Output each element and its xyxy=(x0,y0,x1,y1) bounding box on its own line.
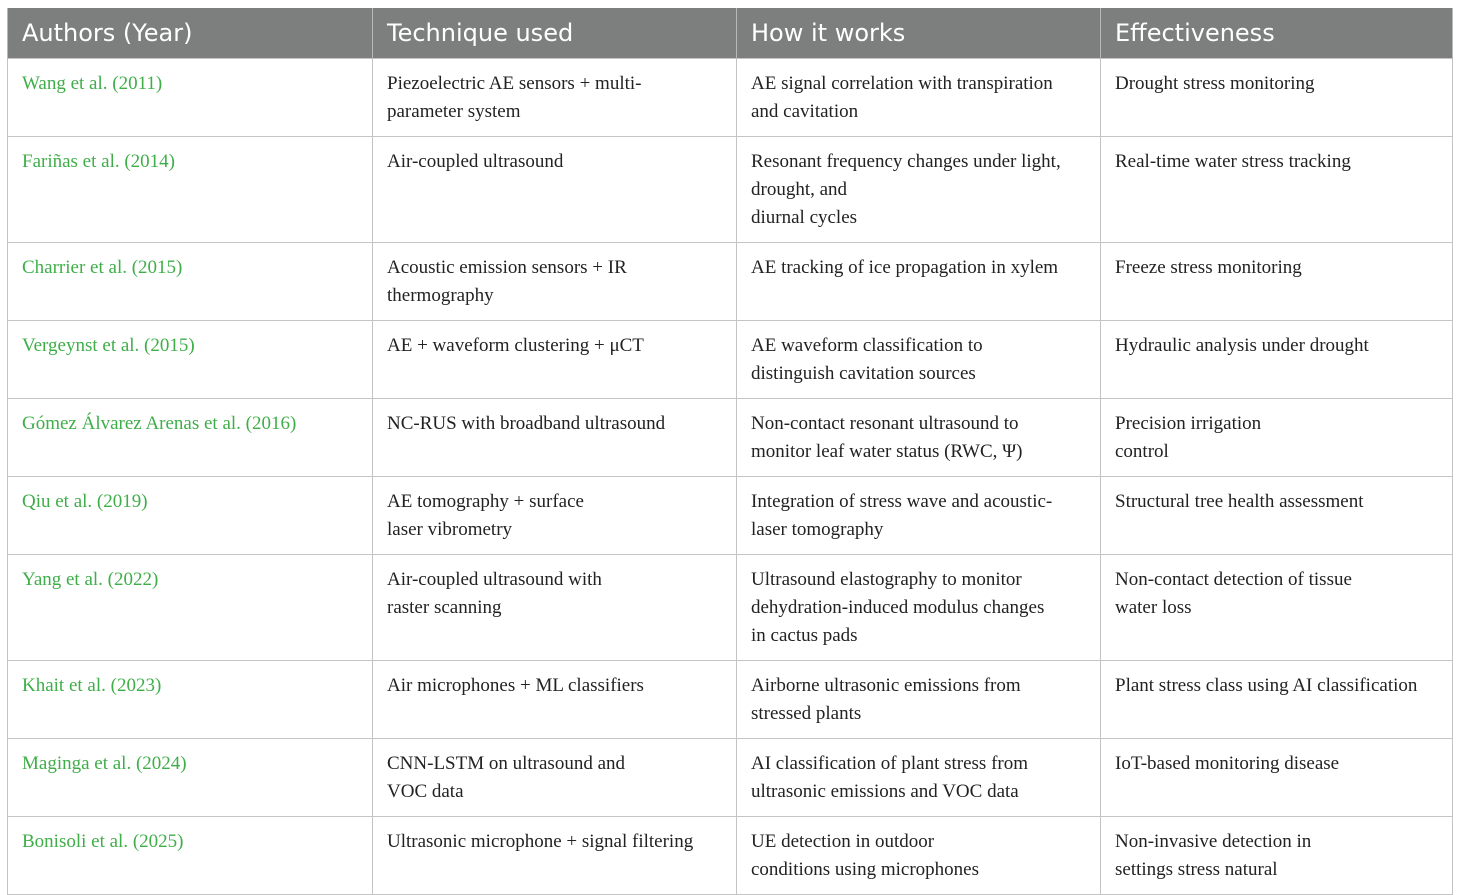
how-cell: AE waveform classification to distinguish cavitation sources xyxy=(737,321,1101,399)
literature-table xyxy=(7,8,1453,895)
table-row xyxy=(8,59,1453,137)
how-cell: Integration of stress wave and acoustic- laser tomography xyxy=(737,477,1101,555)
effectiveness-cell: Non-contact detection of tissue water loss xyxy=(1101,555,1453,661)
table-row xyxy=(8,477,1453,555)
table-row xyxy=(8,739,1453,817)
technique-cell: Piezoelectric AE sensors + multi- parameter system xyxy=(373,59,737,137)
effectiveness-cell: Real-time water stress tracking xyxy=(1101,137,1453,243)
effectiveness-cell: Freeze stress monitoring xyxy=(1101,243,1453,321)
effectiveness-cell: Structural tree health assessment xyxy=(1101,477,1453,555)
effectiveness-cell: Plant stress class using AI classification xyxy=(1101,661,1453,739)
technique-cell: Air-coupled ultrasound xyxy=(373,137,737,243)
table-row xyxy=(8,137,1453,243)
technique-cell: Air-coupled ultrasound with raster scanning xyxy=(373,555,737,661)
table-row xyxy=(8,243,1453,321)
how-cell: AI classification of plant stress from ultrasonic emissions and VOC data xyxy=(737,739,1101,817)
table-row xyxy=(8,321,1453,399)
author-cell[interactable]: Bonisoli et al. (2025) xyxy=(8,817,373,895)
how-cell: UE detection in outdoor conditions using microphones xyxy=(737,817,1101,895)
table-row xyxy=(8,817,1453,895)
table-header xyxy=(8,8,1453,59)
effectiveness-cell: Precision irrigation control xyxy=(1101,399,1453,477)
author-cell[interactable]: Vergeynst et al. (2015) xyxy=(8,321,373,399)
author-cell[interactable]: Khait et al. (2023) xyxy=(8,661,373,739)
header-technique: Technique used xyxy=(373,8,737,59)
how-cell: Resonant frequency changes under light, drought, and diurnal cycles xyxy=(737,137,1101,243)
author-cell[interactable]: Qiu et al. (2019) xyxy=(8,477,373,555)
table-row xyxy=(8,555,1453,661)
technique-cell: Ultrasonic microphone + signal filtering xyxy=(373,817,737,895)
header-authors: Authors (Year) xyxy=(8,8,373,59)
how-cell: AE signal correlation with transpiration and cavitation xyxy=(737,59,1101,137)
how-cell: Ultrasound elastography to monitor dehydration-induced modulus changes in cactus pads xyxy=(737,555,1101,661)
table-body xyxy=(8,59,1453,895)
how-cell: AE tracking of ice propagation in xylem xyxy=(737,243,1101,321)
effectiveness-cell: IoT-based monitoring disease xyxy=(1101,739,1453,817)
effectiveness-cell: Non-invasive detection in settings stress natural xyxy=(1101,817,1453,895)
header-how-it-works: How it works xyxy=(737,8,1101,59)
author-cell[interactable]: Yang et al. (2022) xyxy=(8,555,373,661)
technique-cell: AE + waveform clustering + μCT xyxy=(373,321,737,399)
effectiveness-cell: Drought stress monitoring xyxy=(1101,59,1453,137)
author-cell[interactable]: Gómez Álvarez Arenas et al. (2016) xyxy=(8,399,373,477)
table-row xyxy=(8,661,1453,739)
technique-cell: AE tomography + surface laser vibrometry xyxy=(373,477,737,555)
header-row xyxy=(8,8,1453,59)
author-cell[interactable]: Maginga et al. (2024) xyxy=(8,739,373,817)
technique-cell: Acoustic emission sensors + IR thermography xyxy=(373,243,737,321)
header-effectiveness: Effectiveness xyxy=(1101,8,1453,59)
how-cell: Non-contact resonant ultrasound to monitor leaf water status (RWC, Ψ) xyxy=(737,399,1101,477)
how-cell: Airborne ultrasonic emissions from stressed plants xyxy=(737,661,1101,739)
technique-cell: NC-RUS with broadband ultrasound xyxy=(373,399,737,477)
author-cell[interactable]: Charrier et al. (2015) xyxy=(8,243,373,321)
technique-cell: CNN-LSTM on ultrasound and VOC data xyxy=(373,739,737,817)
author-cell[interactable]: Fariñas et al. (2014) xyxy=(8,137,373,243)
table-row xyxy=(8,399,1453,477)
technique-cell: Air microphones + ML classifiers xyxy=(373,661,737,739)
author-cell[interactable]: Wang et al. (2011) xyxy=(8,59,373,137)
effectiveness-cell: Hydraulic analysis under drought xyxy=(1101,321,1453,399)
